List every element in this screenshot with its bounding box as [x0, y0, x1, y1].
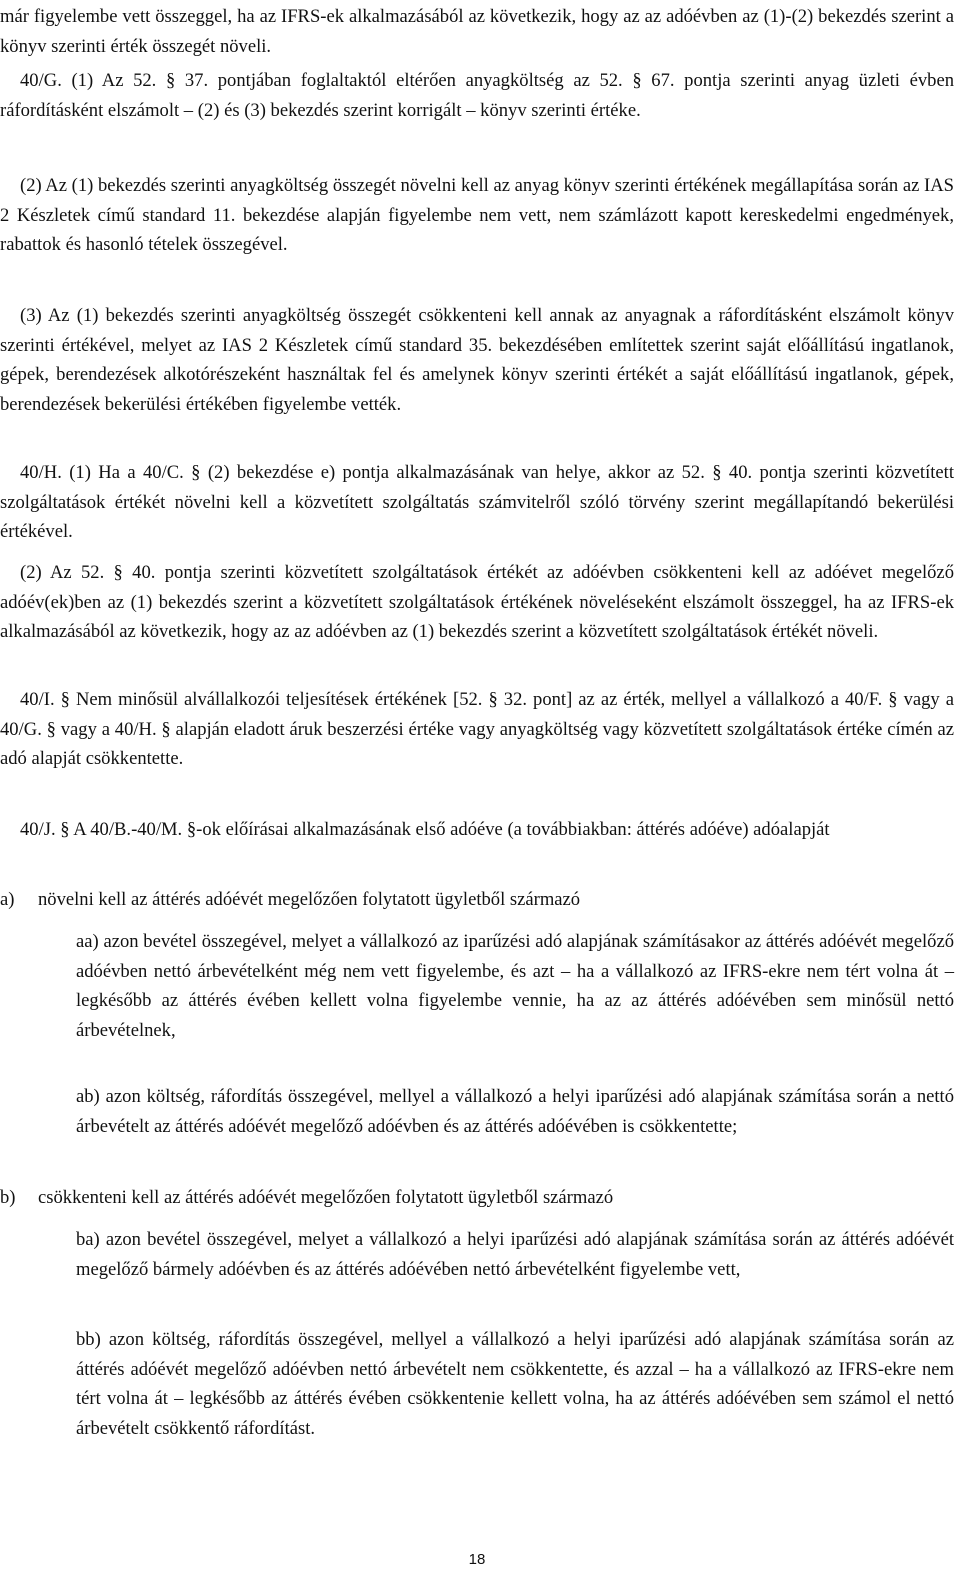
- list-item-ab: ab) azon költség, ráfordítás összegével, mellyel a vállalkozó a helyi iparűzési adó alapjának számítása során a nettó árbevételt az áttérés adóévét megelőző adóévben és az áttérés adóévében is csökkentette;: [76, 1086, 954, 1137]
- list-item-aa: aa) azon bevétel összegével, melyet a vállalkozó az iparűzési adó alapjának számításakor az áttérés adóévét megelőző adóévben nettó árbevételként még nem vett figyelembe, és azt – ha a vállalkozó az IFRS-ekre nem tért volna át – legkésőbb az áttérés évében kellett volna figyelembe vennie, ha az az áttérés adóévében sem minősül nettó árbevételnek,: [76, 931, 954, 1041]
- list-item-ba: ba) azon bevétel összegével, melyet a vállalkozó a helyi iparűzési adó alapjának számítása során az áttérés adóévét megelőző bármely adóévben és az áttérés adóévében nettó árbevételként figyelembe vett,: [76, 1229, 954, 1280]
- paragraph-40h-1: 40/H. (1) Ha a 40/C. § (2) bekezdése e) pontja alkalmazásának van helye, akkor az 52. § 40. pontja szerinti közvetített szolgáltatások értékét növelni kell a közvetített szolgáltatás számvitelről szóló törvény szerint megállapítandó bekerülési értékével.: [0, 462, 954, 542]
- list-item-a: [0, 885, 954, 915]
- paragraph-continuation: már figyelembe vett összeggel, ha az IFRS-ek alkalmazásából az következik, hogy az az adóévben az (1)-(2) bekezdés szerint a könyv szerinti érték összegét növeli.: [0, 6, 954, 57]
- paragraph-40i: 40/I. § Nem minősül alvállalkozói teljesítések értékének [52. § 32. pont] az az érték, mellyel a vállalkozó a 40/F. § vagy a 40/G. § vagy a 40/H. § alapján eladott áruk beszerzési értéke vagy anyagköltség vagy közvetített szolgáltatások értéke címén az adó alapját csökkentette.: [0, 689, 954, 769]
- paragraph-40g-2: (2) Az (1) bekezdés szerinti anyagköltség összegét növelni kell az anyag könyv szerinti értékének megállapítása során az IAS 2 Készletek című standard 11. bekezdése alapján figyelembe nem vett, nem számlázott kapott kereskedelmi engedmények, rabattok és hasonló tételek összegével.: [0, 175, 954, 255]
- paragraph-40g-3: (3) Az (1) bekezdés szerinti anyagköltség összegét csökkenteni kell annak az anyagnak a ráfordításként elszámolt könyv szerinti értékével, melyet az IAS 2 Készletek című standard 35. bekezdésében említettek szerint saját előállítású ingatlanok, gépek, berendezések alkotórészeként használtak fel és amelynek könyv szerinti értékét a saját előállítású ingatlanok, gépek, berendezések bekerülési értékében figyelembe vették.: [0, 305, 954, 415]
- list-item-b: [0, 1183, 954, 1213]
- paragraph-40g-1: 40/G. (1) Az 52. § 37. pontjában foglaltaktól eltérően anyagköltség az 52. § 67. pontja szerinti anyag üzleti évben ráfordításként elszámolt – (2) és (3) bekezdés szerint korrigált – könyv szerinti értéke.: [0, 70, 954, 121]
- paragraph-40h-2: (2) Az 52. § 40. pontja szerinti közvetített szolgáltatások értékét az adóévben csökkenteni kell az adóévet megelőző adóév(ek)ben az (1) bekezdés szerint a közvetített szolgáltatások értékének növeléseként elszámolt összeggel, ha az IFRS-ek alkalmazásából az következik, hogy az az adóévben az (1) bekezdés szerint a közvetített szolgáltatások értékét növeli.: [0, 562, 954, 642]
- list-item-bb: bb) azon költség, ráfordítás összegével, mellyel a vállalkozó a helyi iparűzési adó alapjának számítása során az áttérés adóévét megelőző adóévben nettó árbevételt nem csökkentette, és azzal – ha a vállalkozó az IFRS-ekre nem tért volna át – legkésőbb az áttérés évében csökkentenie kellett volna, ha az áttérés adóévében sem számol el nettó árbevételt csökkentő ráfordítást.: [76, 1329, 954, 1439]
- list-item-a-text: növelni kell az áttérés adóévét megelőzően folytatott ügyletből származó: [38, 889, 581, 910]
- page-number: 18: [468, 1551, 486, 1568]
- list-item-b-text: csökkenteni kell az áttérés adóévét megelőzően folytatott ügyletből származó: [38, 1187, 614, 1208]
- list-item-b-label: b): [0, 1187, 16, 1208]
- list-item-a-label: a): [0, 889, 15, 910]
- paragraph-40j: 40/J. § A 40/B.-40/M. §-ok előírásai alkalmazásának első adóéve (a továbbiakban: áttérés adóéve) adóalapját: [20, 819, 830, 840]
